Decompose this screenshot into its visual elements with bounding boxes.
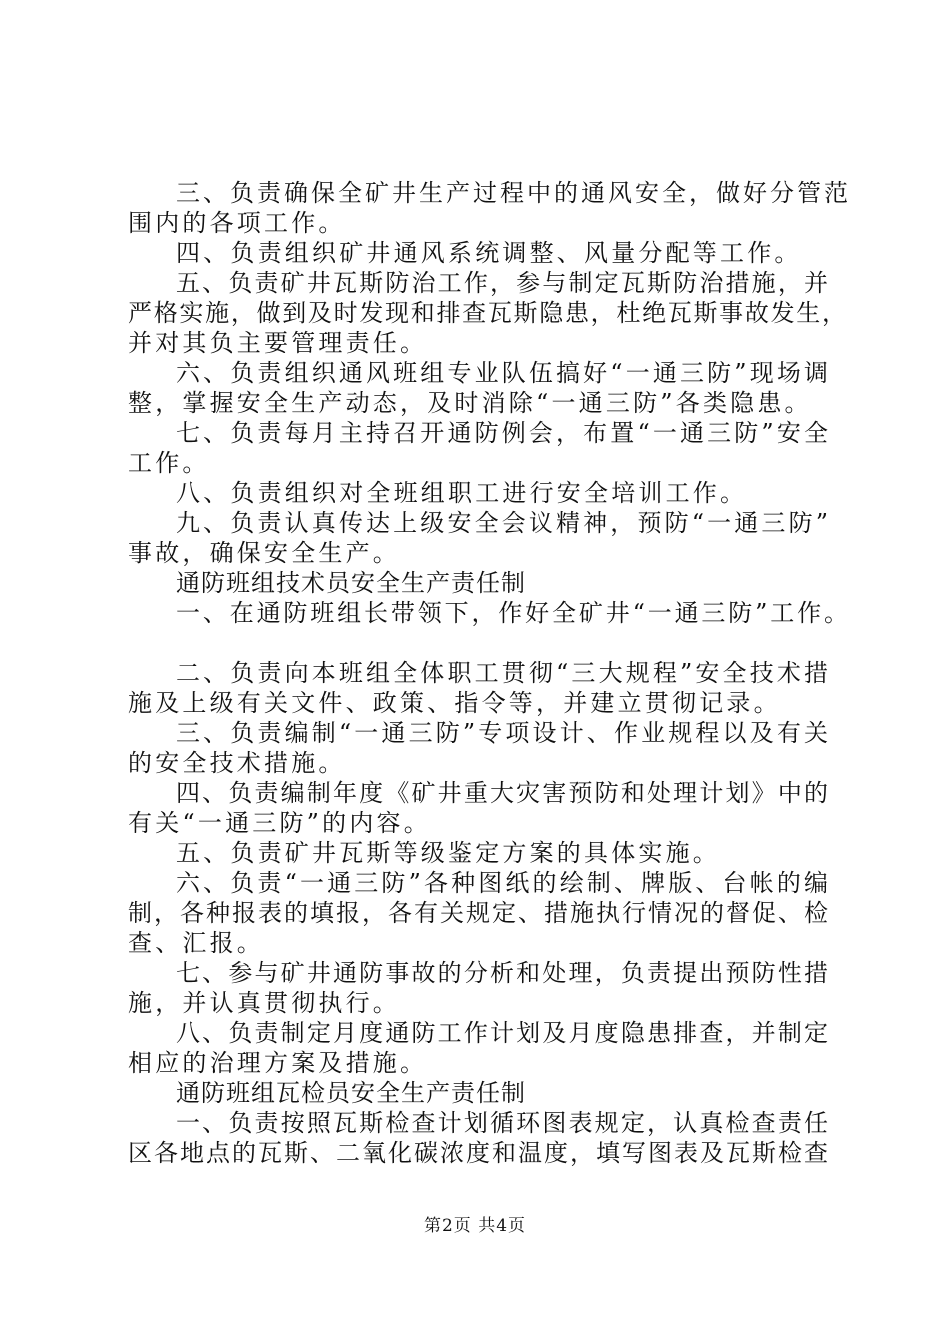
text-line: 制，各种报表的填报，各有关规定、措施执行情况的督促、检 xyxy=(128,899,828,927)
text-line: 有关“一通三防”的内容。 xyxy=(128,809,431,837)
text-line: 八、负责制定月度通防工作计划及月度隐患排查，并制定 xyxy=(176,1019,828,1047)
text-line: 的安全技术措施。 xyxy=(128,749,346,777)
text-line: 九、负责认真传达上级安全会议精神，预防“一通三防” xyxy=(176,509,828,537)
text-line: 五、负责矿井瓦斯防治工作，参与制定瓦斯防治措施，并 xyxy=(176,269,828,297)
text-line: 围内的各项工作。 xyxy=(128,209,346,237)
text-line: 三、负责确保全矿井生产过程中的通风安全，做好分管范 xyxy=(176,179,848,207)
text-line: 整，掌握安全生产动态，及时消除“一通三防”各类隐患。 xyxy=(128,389,812,417)
text-line: 事故，确保安全生产。 xyxy=(128,539,400,567)
text-line: 工作。 xyxy=(128,449,210,477)
text-line: 区各地点的瓦斯、二氧化碳浓度和温度，填写图表及瓦斯检查 xyxy=(128,1139,828,1167)
text-line: 七、参与矿井通防事故的分析和处理，负责提出预防性措 xyxy=(176,959,828,987)
text-line: 七、负责每月主持召开通防例会，布置“一通三防”安全 xyxy=(176,419,828,447)
text-line: 施及上级有关文件、政策、指令等，并建立贯彻记录。 xyxy=(128,689,781,717)
text-line: 相应的治理方案及措施。 xyxy=(128,1049,428,1077)
text-line: 严格实施，做到及时发现和排查瓦斯隐患，杜绝瓦斯事故发生， xyxy=(128,299,846,327)
text-line: 一、在通防班组长带领下，作好全矿井“一通三防”工作。 xyxy=(176,599,848,627)
text-line: 施，并认真贯彻执行。 xyxy=(128,989,400,1017)
text-line: 四、负责组织矿井通风系统调整、风量分配等工作。 xyxy=(176,239,802,267)
text-line: 六、负责组织通风班组专业队伍搞好“一通三防”现场调 xyxy=(176,359,828,387)
text-line: 四、负责编制年度《矿井重大灾害预防和处理计划》中的 xyxy=(176,779,828,807)
text-line: 查、汇报。 xyxy=(128,929,264,957)
text-line: 八、负责组织对全班组职工进行安全培训工作。 xyxy=(176,479,748,507)
text-line: 二、负责向本班组全体职工贯彻“三大规程”安全技术措 xyxy=(176,659,828,687)
text-line: 并对其负主要管理责任。 xyxy=(128,329,428,357)
page-footer: 第2页 共4页 xyxy=(423,1216,527,1236)
text-line: 三、负责编制“一通三防”专项设计、作业规程以及有关 xyxy=(176,719,828,747)
text-line: 一、负责按照瓦斯检查计划循环图表规定，认真检查责任 xyxy=(176,1109,828,1137)
text-line: 六、负责“一通三防”各种图纸的绘制、牌版、台帐的编 xyxy=(176,869,828,897)
text-line: 五、负责矿井瓦斯等级鉴定方案的具体实施。 xyxy=(176,839,720,867)
section-heading: 通防班组技术员安全生产责任制 xyxy=(176,569,526,597)
section-heading: 通防班组瓦检员安全生产责任制 xyxy=(176,1079,526,1107)
